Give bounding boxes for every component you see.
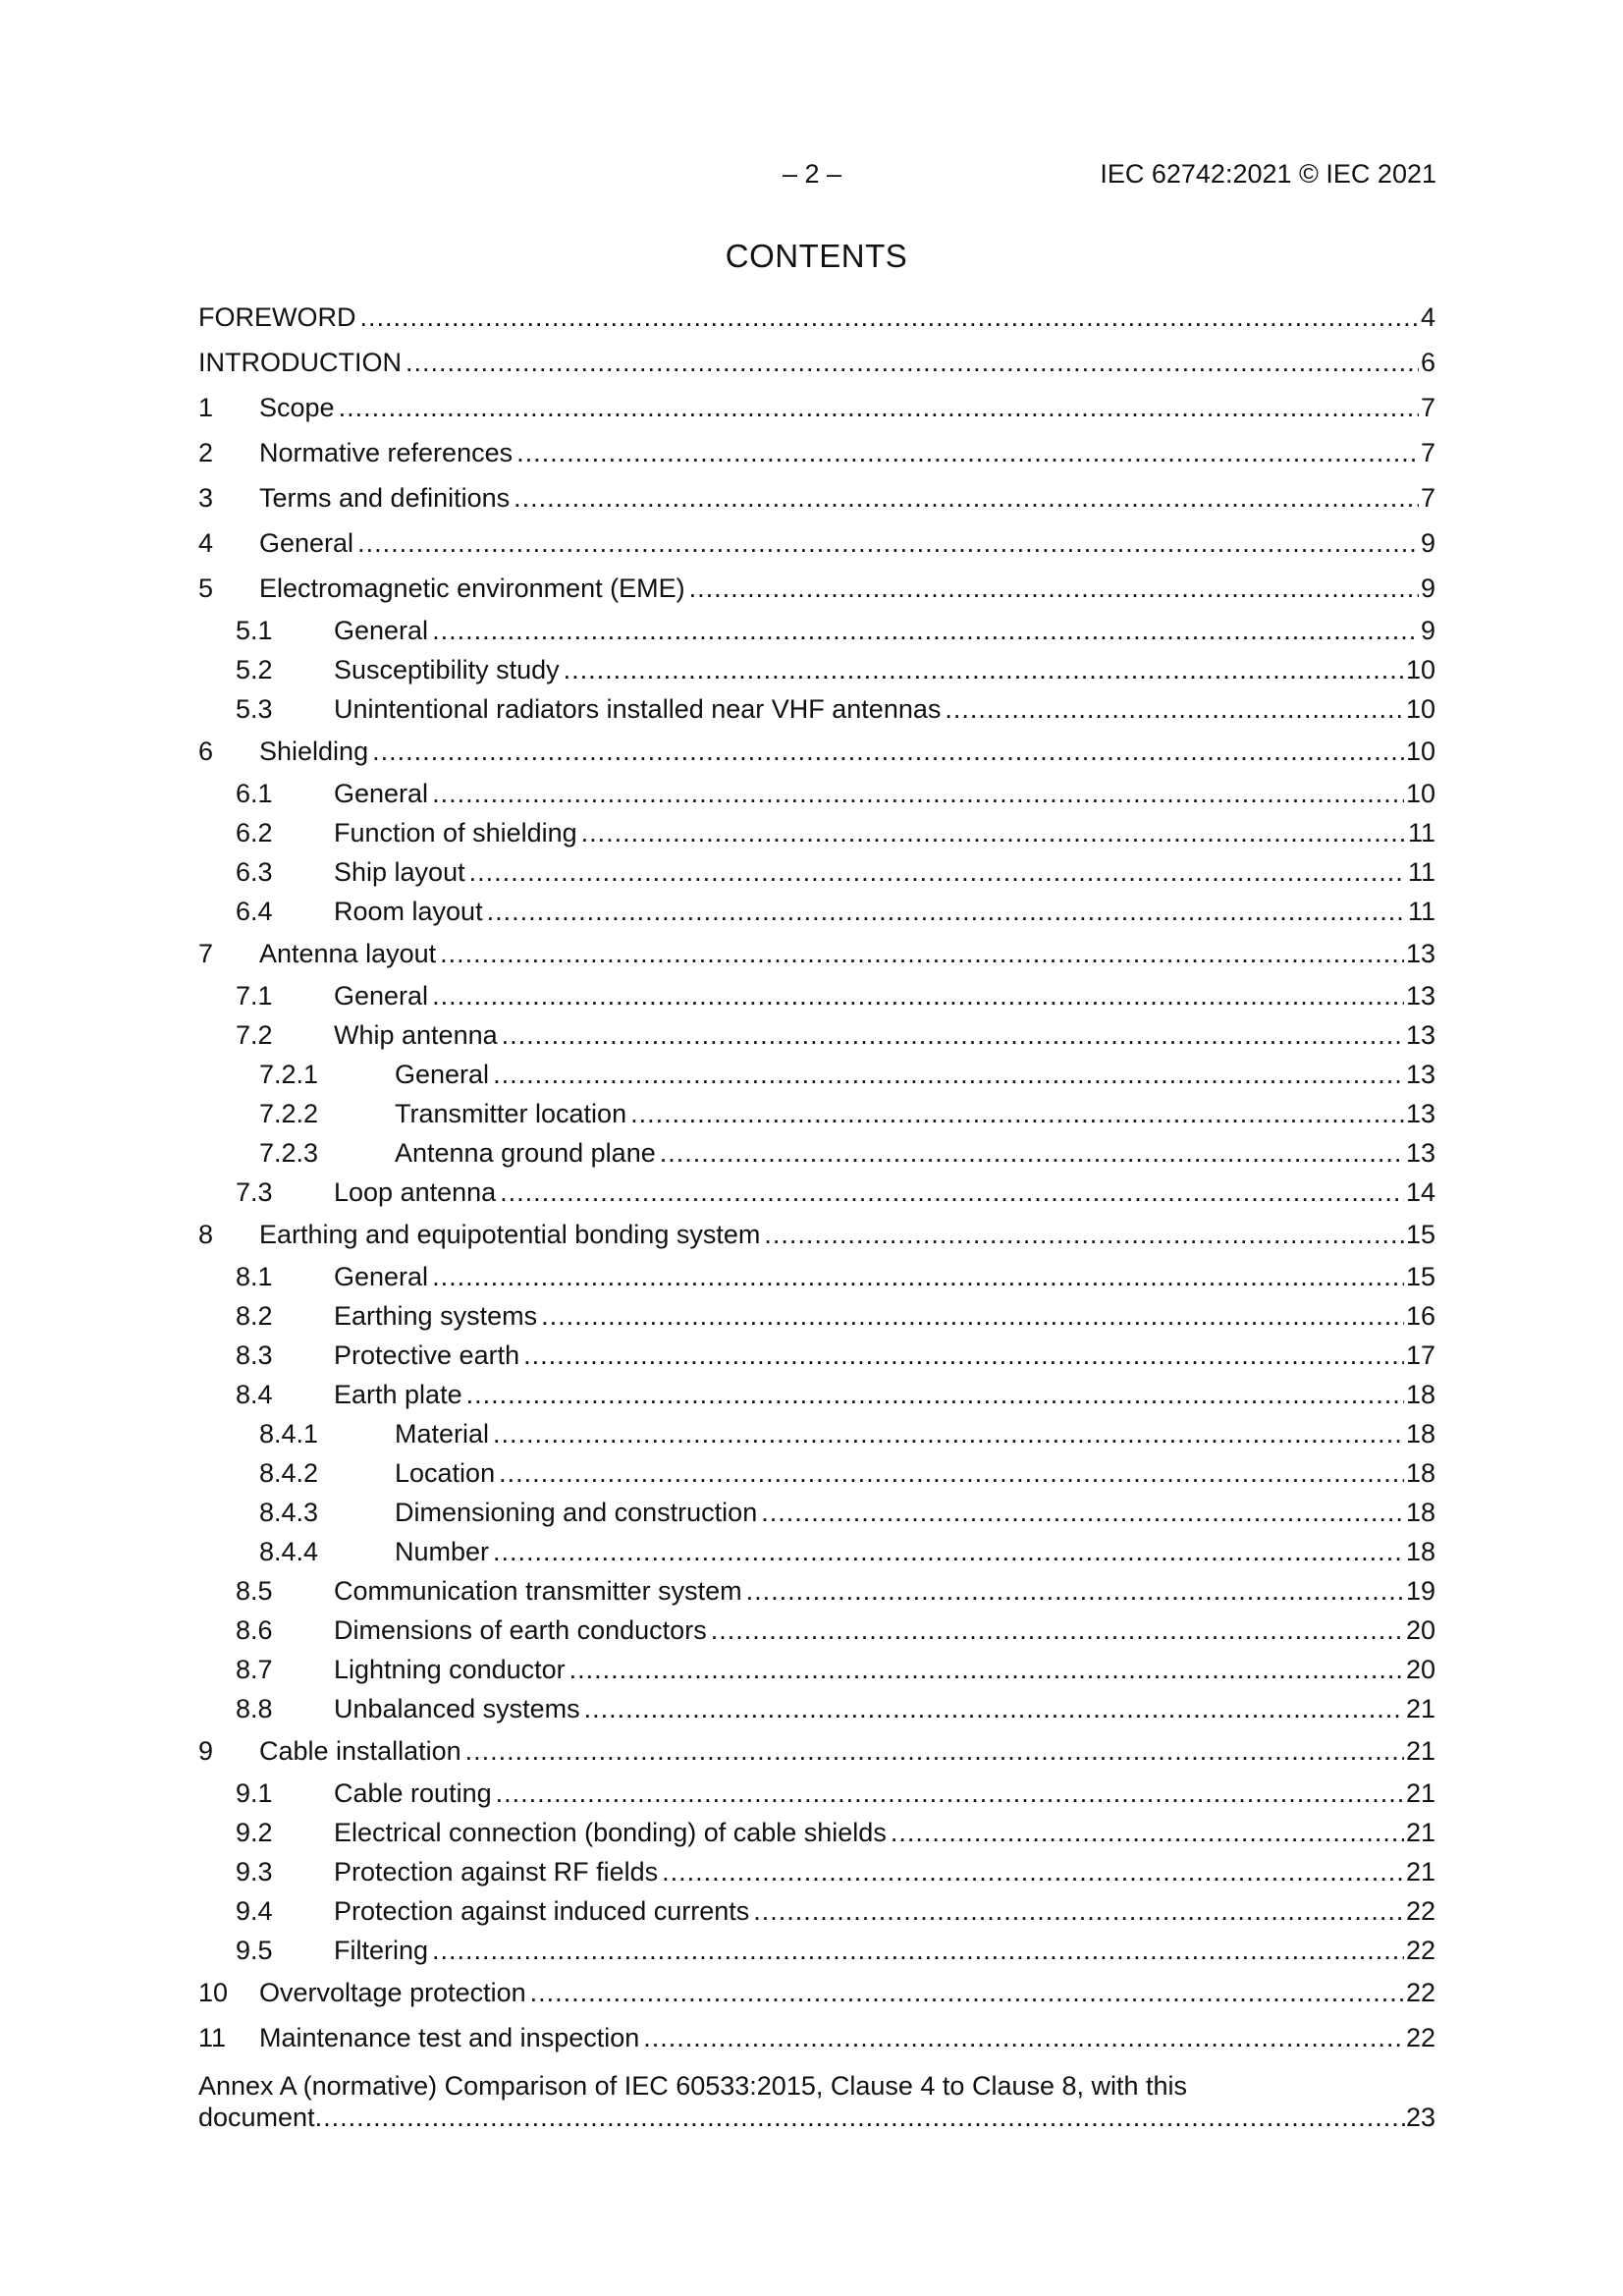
toc-entry-page: 7 [1420,393,1435,422]
toc-entry-number: 6.2 [236,818,273,847]
toc-entry[interactable] [198,931,1435,976]
toc-entry-page: 16 [1405,1301,1435,1331]
toc-entry-label: Room layout [334,897,483,926]
toc-entry-label: Ship layout [334,857,465,887]
toc-entry-number: 8.3 [236,1340,273,1370]
toc-entry-number: 9.2 [236,1818,273,1847]
toc-entry[interactable] [198,1852,1435,1891]
toc-entry[interactable] [198,611,1435,650]
toc-entry[interactable] [198,976,1435,1015]
toc-entry-page: 22 [1405,1896,1435,1926]
toc-entry-page: 18 [1405,1458,1435,1488]
annex-page-number: 23 [1405,2103,1435,2132]
toc-entry-number: 8.4.3 [259,1498,319,1527]
toc-entry-page: 21 [1405,1857,1435,1886]
dot-leader [440,931,1404,976]
toc-entry-number: 6 [198,737,214,766]
toc-entry[interactable] [198,1532,1435,1571]
dot-leader [357,520,1419,566]
toc-entry-number: 5 [198,574,214,603]
toc-entry-page: 14 [1405,1177,1435,1207]
toc-entry[interactable] [198,1571,1435,1611]
dot-leader [493,1532,1404,1571]
toc-entry-label: General [334,616,429,645]
dot-leader [496,1774,1404,1813]
toc-entry-page: 10 [1405,694,1435,724]
toc-entry-page: 22 [1405,1978,1435,2007]
toc-entry-number: 3 [198,483,214,513]
toc-entry-label: Protection against RF fields [334,1857,659,1886]
dot-leader [541,1296,1404,1336]
toc-entry-number: 7 [198,939,214,968]
toc-entry[interactable] [198,520,1435,566]
toc-entry-page: 21 [1405,1818,1435,1847]
toc-entry-label: Function of shielding [334,818,577,847]
toc-entry-label: Number [395,1537,490,1566]
toc-entry-number: 8.5 [236,1576,273,1606]
toc-entry-label: INTRODUCTION [198,348,402,377]
toc-entry[interactable] [198,1813,1435,1852]
toc-entry-page: 18 [1405,1380,1435,1409]
dot-leader [372,729,1404,774]
toc-entry[interactable] [198,1493,1435,1532]
toc-entry-page: 11 [1407,818,1435,847]
dot-leader [630,1094,1404,1133]
toc-entry-number: 11 [198,2023,227,2052]
toc-entry-page: 18 [1405,1537,1435,1566]
toc-entry-label: Overvoltage protection [259,1978,526,2007]
toc-entry-number: 10 [198,1978,229,2007]
dot-leader [359,295,1418,340]
toc-entry[interactable] [198,774,1435,813]
dot-leader [569,1650,1404,1689]
toc-entry[interactable] [198,852,1435,892]
toc-entry-label: Protective earth [334,1340,520,1370]
toc-entry-page: 19 [1405,1576,1435,1606]
toc-entry[interactable] [198,430,1435,475]
dot-leader [516,430,1419,475]
toc-entry-number: 8.4 [236,1380,273,1409]
dot-leader [432,1257,1404,1296]
toc-entry[interactable] [198,1296,1435,1336]
toc-entry-number: 9 [198,1736,214,1766]
dot-leader [469,852,1406,892]
toc-entry-label: Earth plate [334,1380,462,1409]
toc-entry-label: General [334,981,429,1011]
toc-entry[interactable] [198,1212,1435,1257]
toc-entry[interactable] [198,1375,1435,1414]
toc-entry-number: 9.4 [236,1896,273,1926]
toc-entry-page: 13 [1405,1060,1435,1089]
toc-entry-label: Loop antenna [334,1177,497,1207]
toc-entry-page: 10 [1405,779,1435,808]
dot-leader [465,1728,1404,1774]
dot-leader [499,1453,1404,1493]
dot-leader [432,1931,1404,1970]
toc-entry-label: Scope [259,393,335,422]
toc-entry-number: 7.2.3 [259,1138,319,1168]
toc-entry-page: 20 [1405,1615,1435,1645]
toc-entry[interactable] [198,1094,1435,1133]
toc-entry-page: 17 [1405,1340,1435,1370]
toc-entry-page: 7 [1420,483,1435,513]
dot-leader [753,1891,1404,1931]
toc-entry[interactable] [198,650,1435,689]
toc-entry[interactable] [198,1891,1435,1931]
toc-entry-number: 8 [198,1220,214,1249]
toc-entry-label: Electromagnetic environment (EME) [259,574,685,603]
dot-leader [660,1133,1404,1173]
toc-entry-page: 21 [1405,1736,1435,1766]
toc-entry-number: 9.5 [236,1936,273,1965]
dot-leader [493,1055,1404,1094]
toc-entry-label: Filtering [334,1936,429,1965]
toc-entry-label: FOREWORD [198,302,356,332]
toc-entry-page: 9 [1420,616,1435,645]
dot-leader [339,385,1419,430]
toc-entry[interactable] [198,1689,1435,1728]
toc-entry-page: 11 [1407,897,1435,926]
toc-annex-entry[interactable] [198,2070,1435,2133]
toc-entry-label: Antenna ground plane [395,1138,656,1168]
toc-entry-number: 7.2.2 [259,1099,319,1128]
toc-entry-label: Lightning conductor [334,1655,566,1684]
toc-entry-page: 15 [1405,1262,1435,1291]
toc-entry[interactable] [198,729,1435,774]
dot-leader [530,1970,1404,2015]
toc-entry-page: 20 [1405,1655,1435,1684]
toc-entry-label: Cable installation [259,1736,461,1766]
toc-entry-number: 7.2 [236,1020,273,1050]
toc-entry-label: Earthing and equipotential bonding system [259,1220,761,1249]
dot-leader [523,1336,1404,1375]
dot-leader [500,1173,1404,1212]
dot-leader [945,689,1404,729]
toc-entry-number: 8.4.4 [259,1537,319,1566]
dot-leader [746,1571,1404,1611]
toc-entry-label: Terms and definitions [259,483,511,513]
toc-entry-number: 4 [198,528,214,558]
dot-leader [689,566,1419,611]
toc-entry-page: 22 [1405,2023,1435,2052]
table-of-contents [198,295,1435,2060]
toc-entry-number: 8.8 [236,1694,273,1723]
toc-entry-page: 10 [1405,655,1435,684]
toc-entry-page: 6 [1420,348,1435,377]
toc-entry-page: 13 [1405,1138,1435,1168]
toc-entry-number: 7.3 [236,1177,273,1207]
toc-entry-label: Communication transmitter system [334,1576,742,1606]
toc-entry-label: Whip antenna [334,1020,498,1050]
toc-entry-number: 6.4 [236,897,273,926]
toc-entry-page: 15 [1405,1220,1435,1249]
toc-entry-number: 5.1 [236,616,273,645]
toc-entry-label: Susceptibility study [334,655,560,684]
toc-entry-number: 8.1 [236,1262,273,1291]
toc-entry-label: Transmitter location [395,1099,627,1128]
toc-entry-page: 21 [1405,1694,1435,1723]
toc-entry-page: 13 [1405,1020,1435,1050]
toc-entry-number: 9.1 [236,1778,273,1808]
toc-entry-label: General [334,779,429,808]
dot-leader [487,892,1406,931]
toc-entry-number: 7.1 [236,981,273,1011]
toc-entry-page: 13 [1405,981,1435,1011]
toc-entry-number: 8.2 [236,1301,273,1331]
dot-leader [564,650,1404,689]
dot-leader [891,1813,1404,1852]
annex-title-continuation: document [198,2103,315,2132]
toc-entry-label: Antenna layout [259,939,437,968]
toc-entry-number: 8.7 [236,1655,273,1684]
toc-entry[interactable] [198,566,1435,611]
toc-entry-label: Unbalanced systems [334,1694,580,1723]
toc-entry-number: 5.2 [236,655,273,684]
toc-entry-page: 4 [1420,302,1435,332]
toc-entry-label: Shielding [259,737,369,766]
toc-entry[interactable] [198,813,1435,852]
dot-leader [643,2015,1404,2060]
dot-leader [662,1852,1404,1891]
toc-entry[interactable] [198,1611,1435,1650]
annex-title-line: Annex A (normative) Comparison of IEC 60533:2015, Clause 4 to Clause 8, with this [198,2071,1188,2101]
toc-entry[interactable] [198,1931,1435,1970]
toc-entry[interactable] [198,1055,1435,1094]
dot-leader [432,611,1419,650]
toc-entry[interactable] [198,1970,1435,2015]
document-reference: IEC 62742:2021 © IEC 2021 [1100,159,1436,189]
dot-leader [493,1414,1404,1453]
toc-entry-page: 13 [1405,939,1435,968]
dot-leader [406,340,1419,385]
dot-leader [581,813,1406,852]
toc-entry-number: 8.6 [236,1615,273,1645]
toc-entry-label: Dimensioning and construction [395,1498,758,1527]
toc-entry-page: 7 [1420,438,1435,467]
toc-entry-page: 22 [1405,1936,1435,1965]
toc-entry-label: General [395,1060,490,1089]
toc-entry-number: 6.3 [236,857,273,887]
toc-entry-label: Unintentional radiators installed near VHF antennas [334,694,942,724]
toc-entry-number: 8.4.1 [259,1419,319,1449]
dot-leader [432,774,1404,813]
toc-entry[interactable] [198,892,1435,931]
toc-entry-number: 2 [198,438,214,467]
toc-entry-number: 7.2.1 [259,1060,319,1089]
toc-entry[interactable] [198,1257,1435,1296]
dot-leader [711,1611,1404,1650]
toc-entry-label: General [259,528,354,558]
dot-leader [432,976,1404,1015]
page-number: – 2 – [783,159,842,189]
toc-entry-label: Cable routing [334,1778,492,1808]
toc-entry[interactable] [198,1774,1435,1813]
toc-entry-label: Maintenance test and inspection [259,2023,640,2052]
dot-leader [514,475,1419,520]
toc-entry-label: Normative references [259,438,514,467]
toc-entry[interactable] [198,1453,1435,1493]
toc-entry-page: 18 [1405,1498,1435,1527]
toc-entry[interactable] [198,475,1435,520]
toc-entry[interactable] [198,1015,1435,1055]
toc-entry[interactable] [198,1173,1435,1212]
toc-entry[interactable] [198,385,1435,430]
toc-entry-page: 10 [1405,737,1435,766]
toc-entry-number: 6.1 [236,779,273,808]
toc-entry[interactable] [198,2015,1435,2060]
toc-entry-label: Electrical connection (bonding) of cable shields [334,1818,887,1847]
toc-entry[interactable] [198,1336,1435,1375]
toc-entry-label: Material [395,1419,490,1449]
dot-leader [584,1689,1404,1728]
toc-entry-label: Earthing systems [334,1301,538,1331]
toc-entry-page: 18 [1405,1419,1435,1449]
toc-entry[interactable] [198,689,1435,729]
toc-entry-number: 5.3 [236,694,273,724]
toc-entry-number: 8.4.2 [259,1458,319,1488]
toc-entry[interactable] [198,295,1435,340]
dot-leader [502,1015,1404,1055]
toc-entry-label: Dimensions of earth conductors [334,1615,707,1645]
dot-leader [764,1212,1404,1257]
dot-leader [466,1375,1404,1414]
dot-leader [761,1493,1404,1532]
toc-entry-page: 21 [1405,1778,1435,1808]
dot-leader [315,2102,1406,2133]
page-title: CONTENTS [725,238,908,274]
toc-entry-label: Location [395,1458,496,1488]
toc-entry-label: Protection against induced currents [334,1896,750,1926]
toc-entry[interactable] [198,1414,1435,1453]
toc-entry-page: 9 [1420,574,1435,603]
toc-entry[interactable] [198,1133,1435,1173]
toc-entry[interactable] [198,1650,1435,1689]
toc-entry-number: 1 [198,393,214,422]
toc-entry[interactable] [198,1728,1435,1774]
toc-entry-page: 11 [1407,857,1435,887]
toc-entry-number: 9.3 [236,1857,273,1886]
toc-entry[interactable] [198,340,1435,385]
toc-entry-label: General [334,1262,429,1291]
toc-entry-page: 13 [1405,1099,1435,1128]
toc-entry-page: 9 [1420,528,1435,558]
